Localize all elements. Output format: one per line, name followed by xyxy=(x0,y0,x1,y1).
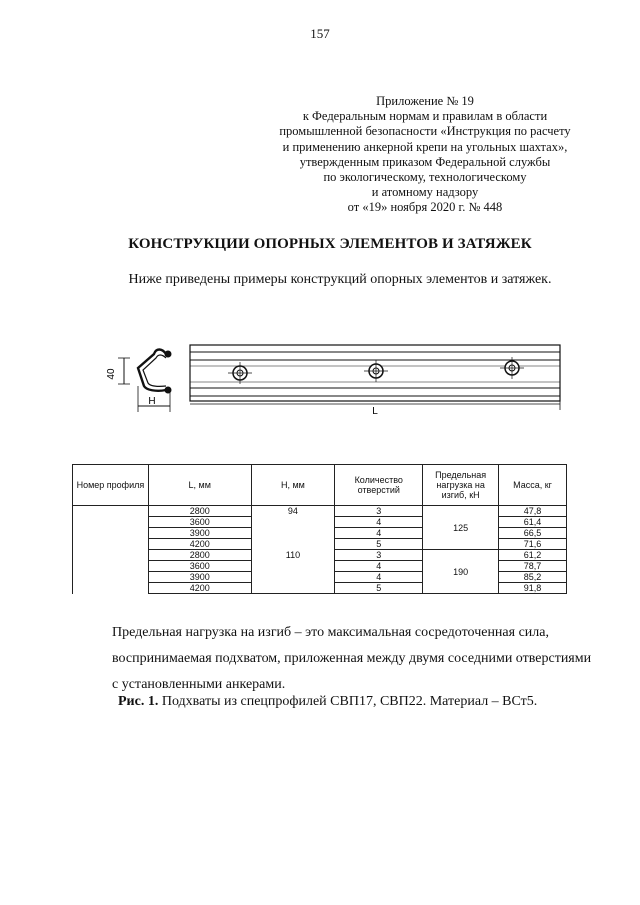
header-load: Предельная нагрузка на изгиб, кН xyxy=(423,465,499,506)
cell-length: 2800 xyxy=(148,550,251,561)
cell-mass: 61,2 xyxy=(499,550,567,561)
cell-holes: 4 xyxy=(335,528,423,539)
definition-line: воспринимаемая подхватом, приложенная между двумя соседними отверстиями xyxy=(112,651,592,666)
cell-holes: 3 xyxy=(335,506,423,517)
cell-mass: 71,6 xyxy=(499,539,567,550)
header-height: H, мм xyxy=(251,465,335,506)
definition-line: с установленными анкерами. xyxy=(112,677,286,692)
appendix-line: Приложение № 19 xyxy=(376,94,474,108)
cell-holes: 5 xyxy=(335,539,423,550)
cell-mass: 91,8 xyxy=(499,583,567,594)
header-holes: Количество отверстий xyxy=(335,465,423,506)
definition-line: Предельная нагрузка на изгиб – это максимальная сосредоточенная сила, xyxy=(112,625,549,640)
header-profile-number: Номер профиля xyxy=(73,465,149,506)
appendix-line: промышленной безопасности «Инструкция по расчету xyxy=(279,124,571,139)
cell-holes: 5 xyxy=(335,583,423,594)
cell-mass: 61,4 xyxy=(499,517,567,528)
figure-caption-text: Подхваты из спецпрофилей СВП17, СВП22. Материал – ВСт5. xyxy=(158,694,538,709)
mounting-hole xyxy=(364,360,388,382)
header-length: L, мм xyxy=(148,465,251,506)
profile-cross-section xyxy=(118,350,171,413)
cell-mass: 78,7 xyxy=(499,561,567,572)
cell-height: 110 xyxy=(251,517,335,594)
dim-profile-height: 40 xyxy=(106,368,117,380)
cell-length: 3600 xyxy=(148,561,251,572)
cell-length: 4200 xyxy=(148,583,251,594)
page-number: 157 xyxy=(310,26,330,41)
mounting-hole xyxy=(228,362,252,384)
table-header-row xyxy=(73,465,567,506)
figure-label: Рис. 1. xyxy=(118,694,159,709)
profile-number-cell xyxy=(73,506,149,594)
cell-length: 3900 xyxy=(148,572,251,583)
cell-mass: 85,2 xyxy=(499,572,567,583)
cell-length: 3600 xyxy=(148,517,251,528)
section-title: КОНСТРУКЦИИ ОПОРНЫХ ЭЛЕМЕНТОВ И ЗАТЯЖЕК xyxy=(128,236,532,252)
dim-profile-width: H xyxy=(148,396,156,407)
cell-mass: 47,8 xyxy=(499,506,567,517)
cell-length: 3900 xyxy=(148,528,251,539)
intro-text: Ниже приведены примеры конструкций опорных элементов и затяжек. xyxy=(128,272,552,287)
cell-length: 4200 xyxy=(148,539,251,550)
appendix-line: от «19» ноября 2020 г. № 448 xyxy=(347,200,503,215)
cell-holes: 4 xyxy=(335,561,423,572)
definition-paragraph xyxy=(112,620,598,698)
appendix-block xyxy=(250,94,600,216)
dim-length: L xyxy=(372,406,378,417)
support-drawing xyxy=(100,340,580,418)
table-row xyxy=(73,506,567,517)
cell-mass: 66,5 xyxy=(499,528,567,539)
cell-holes: 4 xyxy=(335,572,423,583)
cell-holes: 3 xyxy=(335,550,423,561)
appendix-line: по экологическому, технологическому xyxy=(323,170,527,185)
cell-load: 125 xyxy=(423,506,499,550)
specification-table xyxy=(72,464,567,594)
cell-load: 190 xyxy=(423,550,499,594)
appendix-line: и применению анкерной крепи на угольных шахтах», xyxy=(282,139,568,154)
cell-holes: 4 xyxy=(335,517,423,528)
cell-length: 2800 xyxy=(148,506,251,517)
appendix-line: к Федеральным нормам и правилам в области xyxy=(302,109,548,124)
appendix-line: и атомному надзору xyxy=(371,185,479,200)
figure-caption xyxy=(118,694,618,710)
header-mass: Масса, кг xyxy=(499,465,567,506)
cell-height: 94 xyxy=(251,506,335,517)
appendix-line: утвержденным приказом Федеральной службы xyxy=(299,154,551,169)
